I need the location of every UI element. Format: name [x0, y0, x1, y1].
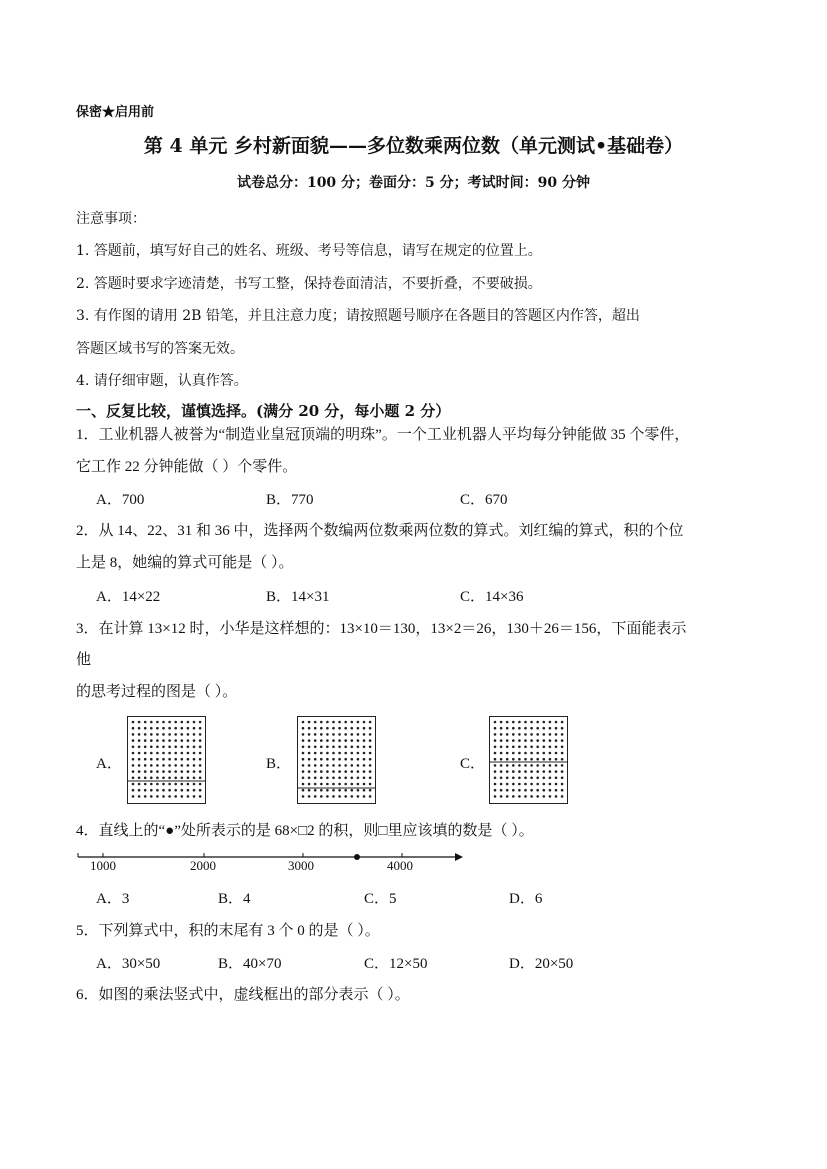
axis-label-3000: 3000: [288, 858, 314, 873]
confidential-label: 保密★启用前: [76, 105, 155, 120]
notes-heading: 注意事项：: [76, 211, 146, 227]
question-3-line-2: 他: [76, 652, 92, 668]
note-item-2: 2. 答题时要求字迹清楚，书写工整，保持卷面清洁，不要折叠，不要破损。: [76, 276, 542, 292]
dot-grid-figure-c: [489, 716, 568, 804]
question-3-line-3: 的思考过程的图是（ ）。: [76, 684, 238, 700]
question-2-line-2: 上是 8，她编的算式可能是（ ）。: [76, 555, 294, 571]
question-1-option-a[interactable]: A．700: [96, 492, 145, 508]
question-2-option-a[interactable]: A．14×22: [96, 589, 161, 605]
question-1-option-c[interactable]: C．670: [460, 492, 508, 508]
question-5-line-1: 5．下列算式中，积的末尾有 3 个 0 的是（ ）。: [76, 923, 380, 939]
axis-label-1000: 1000: [90, 858, 116, 873]
note-item-4: 4. 请仔细审题，认真作答。: [76, 373, 248, 389]
axis-label-2000: 2000: [190, 858, 216, 873]
note-item-3: 3. 有作图的请用 2B 铅笔，并且注意力度；请按照题号顺序在各题目的答题区内作答，超出: [76, 308, 640, 324]
question-4-option-b[interactable]: B．4: [218, 891, 251, 907]
question-6-line-1: 6．如图的乘法竖式中，虚线框出的部分表示（ ）。: [76, 987, 410, 1003]
question-1-option-b[interactable]: B．770: [266, 492, 314, 508]
page-title: 第 4 单元 乡村新面貌——多位数乘两位数（单元测试•基础卷）: [143, 135, 684, 157]
question-5-option-d[interactable]: D．20×50: [509, 956, 574, 972]
question-3-option-a[interactable]: A．: [96, 756, 122, 772]
note-item-1: 1. 答题前，填写好自己的姓名、班级、考号等信息，请写在规定的位置上。: [76, 243, 542, 259]
note-item-3-continued: 答题区域书写的答案无效。: [76, 341, 244, 357]
axis-label-4000: 4000: [387, 858, 413, 873]
question-4-option-c[interactable]: C．5: [364, 891, 397, 907]
dot-grid-figure-a: [127, 716, 206, 804]
question-2-line-1: 2．从 14、22、31 和 36 中，选择两个数编两位数乘两位数的算式。刘红编的算式，积的个位: [76, 523, 684, 539]
section-1-heading: 一、反复比较，谨慎选择。(满分 20 分，每小题 2 分）: [76, 402, 451, 420]
question-2-option-c[interactable]: C．14×36: [460, 589, 524, 605]
question-3-line-1: 3．在计算 13×12 时，小华是这样想的：13×10＝130，13×2＝26，130＋26＝156，下面能表示: [76, 621, 687, 637]
question-3-option-b[interactable]: B．: [266, 756, 292, 772]
question-4-option-d[interactable]: D．6: [509, 891, 543, 907]
exam-info: 试卷总分：100 分；卷面分：5 分；考试时间：90 分钟: [236, 175, 591, 191]
question-5-option-b[interactable]: B．40×70: [218, 956, 282, 972]
question-2-option-b[interactable]: B．14×31: [266, 589, 330, 605]
question-5-option-c[interactable]: C．12×50: [364, 956, 428, 972]
dot-grid-figure-b: [297, 716, 376, 804]
question-4-line-1: 4．直线上的“●”处所表示的是 68×□2 的积，则□里应该填的数是（ ）。: [76, 823, 534, 839]
question-4-option-a[interactable]: A．3: [96, 891, 130, 907]
question-1-line-2: 它工作 22 分钟能做（ ）个零件。: [76, 459, 298, 475]
question-1-line-1: 1．工业机器人被誉为“制造业皇冠顶端的明珠”。一个工业机器人平均每分钟能做 35 个零件，: [76, 427, 690, 443]
question-5-option-a[interactable]: A．30×50: [96, 956, 161, 972]
question-3-option-c[interactable]: C．: [460, 756, 486, 772]
arrow-head-icon: [455, 853, 463, 861]
number-line-point: [354, 854, 360, 860]
